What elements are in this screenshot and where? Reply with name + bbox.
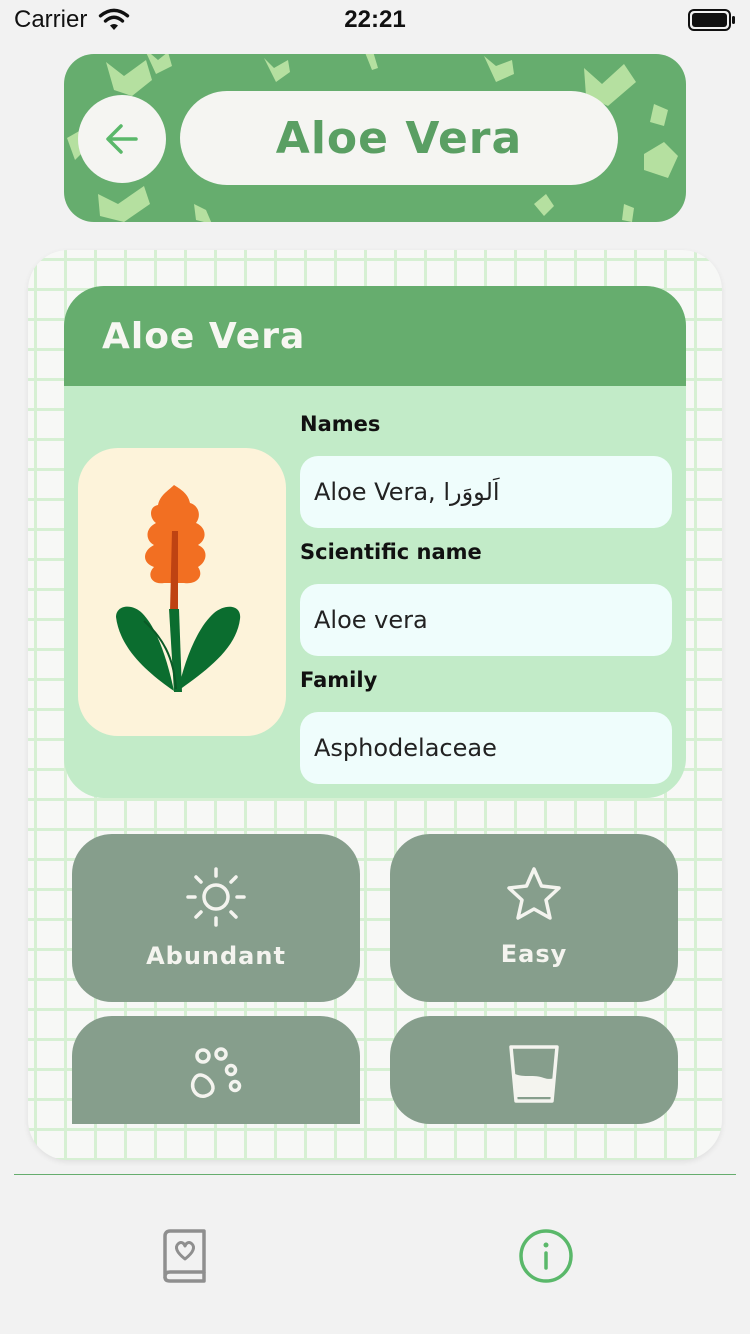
pet-safety-tile[interactable] <box>72 1016 360 1124</box>
family-label: Family <box>300 668 378 692</box>
sunlight-label: Abundant <box>146 942 286 970</box>
scientific-name-label: Scientific name <box>300 540 482 564</box>
tab-journal[interactable] <box>162 1228 208 1288</box>
sun-icon <box>185 866 247 928</box>
names-field: Aloe Vera, اَلووَرا <box>300 456 672 528</box>
names-label: Names <box>300 412 381 436</box>
plant-info-card <box>64 286 686 798</box>
paw-icon <box>185 1042 247 1104</box>
sunlight-tile[interactable] <box>72 834 360 1002</box>
clock: 22:21 <box>344 6 406 33</box>
tab-info[interactable] <box>518 1228 574 1288</box>
plant-info-header <box>64 286 686 386</box>
family-field: Asphodelaceae <box>300 712 672 784</box>
book-heart-icon <box>162 1228 208 1284</box>
arrow-left-icon <box>102 119 142 159</box>
back-button[interactable] <box>78 95 166 183</box>
status-bar <box>0 0 750 44</box>
plant-name-heading: Aloe Vera <box>102 315 306 357</box>
title-pill <box>180 91 618 185</box>
difficulty-tile[interactable] <box>390 834 678 1002</box>
difficulty-label: Easy <box>500 940 568 968</box>
tab-bar-divider <box>14 1174 736 1175</box>
star-icon <box>503 864 565 926</box>
water-tile[interactable] <box>390 1016 678 1124</box>
water-glass-icon <box>506 1044 562 1104</box>
page-title: Aloe Vera <box>275 112 523 164</box>
plant-illustration <box>78 448 286 736</box>
battery-icon <box>688 9 736 31</box>
aloe-plant-icon <box>112 477 252 707</box>
header-banner <box>64 54 686 222</box>
info-circle-icon <box>518 1228 574 1284</box>
plant-detail-card <box>28 250 722 1160</box>
carrier-label: Carrier <box>14 6 88 33</box>
scientific-name-field: Aloe vera <box>300 584 672 656</box>
